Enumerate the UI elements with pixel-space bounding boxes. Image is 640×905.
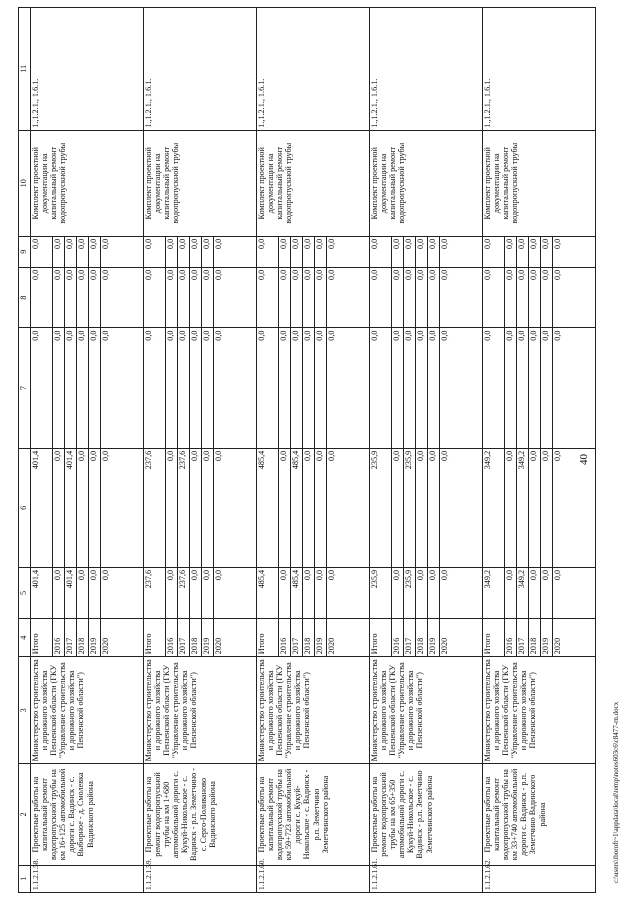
value-cell: 235,9 (404, 448, 416, 567)
row-code-cell: 1.1.2.1.58. (31, 865, 144, 892)
column-header: 8 (19, 267, 31, 328)
value-cell: 235,9 (370, 448, 392, 567)
value-cell: 0,0 (190, 328, 202, 448)
value-cell: 0,0 (428, 448, 440, 567)
result-cell: Комплект проектной документации на капитальный ремонт водопропускной трубы (257, 130, 370, 236)
value-cell: 0,0 (89, 267, 101, 328)
year-cell: 2016 (505, 619, 517, 657)
value-cell: 0,0 (291, 236, 303, 267)
year-cell: 2020 (214, 619, 257, 657)
value-cell: 0,0 (327, 328, 370, 448)
column-header: 11 (19, 8, 31, 131)
value-cell: 0,0 (416, 267, 428, 328)
indicator-cell: 1.,1.2.1., 1.6.1. (31, 8, 144, 131)
value-cell: 0,0 (257, 267, 279, 328)
value-cell: 0,0 (505, 328, 517, 448)
year-cell: 2017 (291, 619, 303, 657)
value-cell: 0,0 (529, 236, 541, 267)
value-cell: 0,0 (327, 448, 370, 567)
value-cell: 0,0 (178, 236, 190, 267)
value-cell: 0,0 (291, 328, 303, 448)
row-code-cell: 1.1.2.1.62. (483, 865, 596, 892)
value-cell: 0,0 (541, 236, 553, 267)
value-cell: 0,0 (202, 267, 214, 328)
value-cell: 0,0 (303, 448, 315, 567)
value-cell: 0,0 (279, 267, 291, 328)
year-cell: 2017 (517, 619, 529, 657)
indicator-cell: 1.,1.2.1., 1.6.1. (370, 8, 483, 131)
year-cell: 2020 (440, 619, 483, 657)
value-cell: 0,0 (89, 567, 101, 618)
table-row (257, 8, 279, 893)
column-header: 2 (19, 764, 31, 865)
value-cell: 0,0 (541, 448, 553, 567)
table-row (483, 8, 505, 893)
value-cell: 0,0 (440, 328, 483, 448)
value-cell: 485,4 (291, 567, 303, 618)
value-cell: 0,0 (529, 267, 541, 328)
column-header: 4 (19, 619, 31, 657)
year-cell: 2019 (202, 619, 214, 657)
value-cell: 0,0 (315, 567, 327, 618)
value-cell: 0,0 (214, 267, 257, 328)
year-cell: Итого (31, 619, 53, 657)
activity-name-cell: Проектные работы на ремонт водопропускной трубы на км 1+680 автомобильной дороги с. Кукуй-Никольское - с. Вадинск - р.п. Земетчино - с. Серго-Поливаново Вадинского района (144, 764, 257, 865)
value-cell: 349,2 (483, 448, 505, 567)
value-cell: 485,4 (257, 567, 279, 618)
value-cell: 401,4 (31, 567, 53, 618)
value-cell: 0,0 (202, 328, 214, 448)
value-cell: 0,0 (392, 328, 404, 448)
value-cell: 0,0 (77, 567, 89, 618)
value-cell: 0,0 (65, 328, 77, 448)
executor-cell: Министерство строительства и дорожного хозяйства Пензенской области (ГКУ "Управление строительства и дорожного хозяйства Пензенской области") (257, 657, 370, 764)
value-cell: 0,0 (214, 236, 257, 267)
value-cell: 0,0 (529, 328, 541, 448)
value-cell: 485,4 (257, 448, 279, 567)
value-cell: 0,0 (101, 448, 144, 567)
column-header: 6 (19, 448, 31, 567)
value-cell: 0,0 (166, 448, 178, 567)
value-cell: 0,0 (101, 567, 144, 618)
value-cell: 0,0 (404, 267, 416, 328)
row-code-cell: 1.1.2.1.60. (257, 865, 370, 892)
value-cell: 0,0 (315, 267, 327, 328)
value-cell: 401,4 (31, 448, 53, 567)
value-cell: 0,0 (517, 236, 529, 267)
value-cell: 0,0 (553, 267, 596, 328)
value-cell: 0,0 (392, 567, 404, 618)
value-cell: 0,0 (190, 448, 202, 567)
value-cell: 0,0 (89, 448, 101, 567)
year-cell: 2020 (553, 619, 596, 657)
value-cell: 0,0 (370, 328, 392, 448)
value-cell: 0,0 (553, 328, 596, 448)
value-cell: 0,0 (541, 567, 553, 618)
executor-cell: Министерство строительства и дорожного хозяйства Пензенской области (ГКУ "Управление строительства и дорожного хозяйства Пензенской области") (144, 657, 257, 764)
indicator-cell: 1.,1.2.1., 1.6.1. (144, 8, 257, 131)
year-cell: 2018 (416, 619, 428, 657)
year-cell: 2017 (178, 619, 190, 657)
value-cell: 0,0 (101, 236, 144, 267)
row-code-cell: 1.1.2.1.59. (144, 865, 257, 892)
value-cell: 0,0 (279, 448, 291, 567)
value-cell: 0,0 (404, 236, 416, 267)
value-cell: 0,0 (190, 236, 202, 267)
value-cell: 401,4 (65, 448, 77, 567)
value-cell: 0,0 (77, 328, 89, 448)
value-cell: 0,0 (517, 328, 529, 448)
value-cell: 237,6 (178, 448, 190, 567)
year-cell: 2018 (529, 619, 541, 657)
value-cell: 0,0 (529, 448, 541, 567)
activity-name-cell: Проектные работы на капитальный ремонт водопропускной трубы на км 59+723 автомобильной дороги с. Кукуй-Никольское - с. Вадинск - р.п. Земетчино Земетчинского района (257, 764, 370, 865)
year-cell: 2019 (428, 619, 440, 657)
value-cell: 0,0 (144, 236, 166, 267)
value-cell: 0,0 (392, 448, 404, 567)
year-cell: 2019 (541, 619, 553, 657)
value-cell: 0,0 (53, 267, 65, 328)
value-cell: 0,0 (144, 267, 166, 328)
result-cell: Комплект проектной документации на капитальный ремонт водопропускной трубы (144, 130, 257, 236)
value-cell: 0,0 (65, 236, 77, 267)
year-cell: 2018 (190, 619, 202, 657)
year-cell: Итого (483, 619, 505, 657)
result-cell: Комплект проектной документации на капитальный ремонт водопропускной трубы (483, 130, 596, 236)
value-cell: 0,0 (53, 236, 65, 267)
value-cell: 0,0 (166, 567, 178, 618)
year-cell: 2020 (327, 619, 370, 657)
value-cell: 0,0 (483, 328, 505, 448)
value-cell: 0,0 (279, 328, 291, 448)
value-cell: 235,9 (370, 567, 392, 618)
value-cell: 0,0 (483, 236, 505, 267)
column-header: 5 (19, 567, 31, 618)
value-cell: 0,0 (370, 236, 392, 267)
value-cell: 0,0 (89, 236, 101, 267)
year-cell: 2016 (53, 619, 65, 657)
value-cell: 0,0 (202, 567, 214, 618)
executor-cell: Министерство строительства и дорожного хозяйства Пензенской области (ГКУ "Управление строительства и дорожного хозяйства Пензенской области") (483, 657, 596, 764)
value-cell: 0,0 (505, 448, 517, 567)
value-cell: 0,0 (291, 267, 303, 328)
value-cell: 0,0 (553, 567, 596, 618)
value-cell: 0,0 (392, 267, 404, 328)
value-cell: 0,0 (327, 567, 370, 618)
year-cell: 2017 (404, 619, 416, 657)
value-cell: 0,0 (202, 448, 214, 567)
year-cell: 2018 (77, 619, 89, 657)
value-cell: 0,0 (392, 236, 404, 267)
value-cell: 0,0 (553, 236, 596, 267)
value-cell: 0,0 (77, 448, 89, 567)
value-cell: 0,0 (190, 567, 202, 618)
footer-file-path: c:\users\iboroft~1\appdata\local\temp\notes603c6\c8477-rn.docx (612, 701, 620, 883)
value-cell: 0,0 (77, 267, 89, 328)
value-cell: 0,0 (505, 567, 517, 618)
value-cell: 0,0 (440, 267, 483, 328)
value-cell: 0,0 (483, 267, 505, 328)
year-cell: Итого (370, 619, 392, 657)
table-row (144, 8, 166, 893)
value-cell: 0,0 (416, 328, 428, 448)
value-cell: 237,6 (144, 567, 166, 618)
value-cell: 0,0 (77, 236, 89, 267)
year-cell: 2017 (65, 619, 77, 657)
value-cell: 0,0 (31, 236, 53, 267)
year-cell: Итого (144, 619, 166, 657)
value-cell: 0,0 (279, 236, 291, 267)
value-cell: 0,0 (303, 267, 315, 328)
page-number: 40 (578, 454, 590, 465)
value-cell: 0,0 (303, 236, 315, 267)
value-cell: 0,0 (553, 448, 596, 567)
column-number-row (19, 8, 31, 893)
value-cell: 0,0 (505, 267, 517, 328)
activity-name-cell: Проектные работы на ремонт водопропускной трубы на км 65+350 автомобильной дороги с. Кукуй-Никольское - с. Вадинск - р.п. Земетчино Земетчинского района (370, 764, 483, 865)
value-cell: 0,0 (416, 236, 428, 267)
value-cell: 0,0 (178, 267, 190, 328)
value-cell: 0,0 (31, 267, 53, 328)
value-cell: 237,6 (178, 567, 190, 618)
value-cell: 349,2 (517, 567, 529, 618)
value-cell: 0,0 (303, 328, 315, 448)
value-cell: 0,0 (440, 236, 483, 267)
value-cell: 0,0 (315, 448, 327, 567)
value-cell: 0,0 (65, 267, 77, 328)
value-cell: 0,0 (101, 267, 144, 328)
executor-cell: Министерство строительства и дорожного хозяйства Пензенской области (ГКУ "Управление строительства и дорожного хозяйства Пензенской области") (31, 657, 144, 764)
value-cell: 485,4 (291, 448, 303, 567)
activity-name-cell: Проектные работы на капитальный ремонт водопропускной трубы на км 33+740 автомобильной дороги с. Вадинск - р.п. Земетчино Вадинского района (483, 764, 596, 865)
value-cell: 0,0 (214, 328, 257, 448)
value-cell: 0,0 (166, 328, 178, 448)
result-cell: Комплект проектной документации на капитальный ремонт водопропускной трубы (31, 130, 144, 236)
value-cell: 0,0 (428, 328, 440, 448)
value-cell: 349,2 (517, 448, 529, 567)
value-cell: 0,0 (440, 448, 483, 567)
year-cell: 2018 (303, 619, 315, 657)
column-header: 3 (19, 657, 31, 764)
value-cell: 0,0 (279, 567, 291, 618)
value-cell: 0,0 (440, 567, 483, 618)
year-cell: Итого (257, 619, 279, 657)
value-cell: 0,0 (257, 328, 279, 448)
program-table (18, 7, 596, 893)
value-cell: 0,0 (202, 236, 214, 267)
value-cell: 0,0 (190, 267, 202, 328)
value-cell: 0,0 (214, 567, 257, 618)
table-row (31, 8, 53, 893)
value-cell: 0,0 (428, 236, 440, 267)
table-row (370, 8, 392, 893)
value-cell: 0,0 (315, 328, 327, 448)
value-cell: 0,0 (529, 567, 541, 618)
result-cell: Комплект проектной документации на капитальный ремонт водопропускной трубы (370, 130, 483, 236)
value-cell: 0,0 (53, 448, 65, 567)
value-cell: 0,0 (428, 567, 440, 618)
value-cell: 0,0 (416, 448, 428, 567)
value-cell: 0,0 (327, 267, 370, 328)
year-cell: 2019 (315, 619, 327, 657)
value-cell: 0,0 (166, 267, 178, 328)
value-cell: 0,0 (541, 328, 553, 448)
value-cell: 0,0 (370, 267, 392, 328)
value-cell: 0,0 (53, 567, 65, 618)
value-cell: 0,0 (214, 448, 257, 567)
indicator-cell: 1.,1.2.1., 1.6.1. (483, 8, 596, 131)
value-cell: 0,0 (315, 236, 327, 267)
indicator-cell: 1.,1.2.1., 1.6.1. (257, 8, 370, 131)
value-cell: 0,0 (505, 236, 517, 267)
value-cell: 0,0 (31, 328, 53, 448)
year-cell: 2016 (279, 619, 291, 657)
row-code-cell: 1.1.2.1.61. (370, 865, 483, 892)
executor-cell: Министерство строительства и дорожного хозяйства Пензенской области (ГКУ "Управление строительства и дорожного хозяйства Пензенской области") (370, 657, 483, 764)
value-cell: 401,4 (65, 567, 77, 618)
year-cell: 2020 (101, 619, 144, 657)
value-cell: 0,0 (517, 267, 529, 328)
value-cell: 0,0 (416, 567, 428, 618)
column-header: 7 (19, 328, 31, 448)
activity-name-cell: Проектные работы на капитальный ремонт водопропускной трубы на км 16+125 автомобильной дороги с. Вадинск - с. Выборное - д. Смолевка Вадинского района (31, 764, 144, 865)
value-cell: 349,2 (483, 567, 505, 618)
column-header: 10 (19, 130, 31, 236)
value-cell: 237,6 (144, 448, 166, 567)
value-cell: 0,0 (144, 328, 166, 448)
value-cell: 0,0 (53, 328, 65, 448)
value-cell: 0,0 (303, 567, 315, 618)
value-cell: 0,0 (166, 236, 178, 267)
year-cell: 2016 (392, 619, 404, 657)
value-cell: 235,9 (404, 567, 416, 618)
value-cell: 0,0 (89, 328, 101, 448)
year-cell: 2016 (166, 619, 178, 657)
value-cell: 0,0 (257, 236, 279, 267)
column-header: 1 (19, 865, 31, 892)
value-cell: 0,0 (178, 328, 190, 448)
year-cell: 2019 (89, 619, 101, 657)
value-cell: 0,0 (327, 236, 370, 267)
value-cell: 0,0 (541, 267, 553, 328)
column-header: 9 (19, 236, 31, 267)
value-cell: 0,0 (404, 328, 416, 448)
value-cell: 0,0 (101, 328, 144, 448)
value-cell: 0,0 (428, 267, 440, 328)
